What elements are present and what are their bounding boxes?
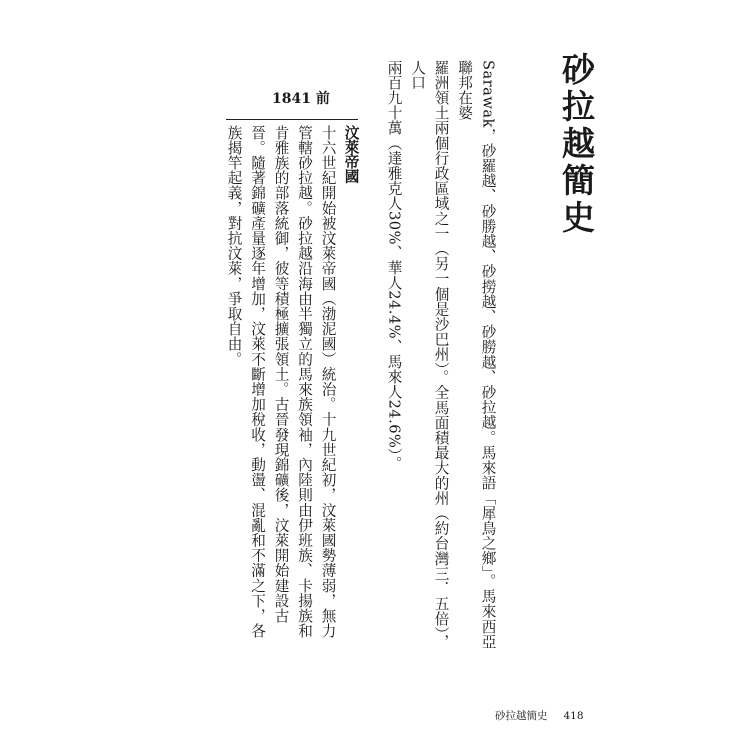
intro-line: Sarawak，砂羅越、砂勝越、砂撈越、砂朥越、砂拉越。馬來語「犀鳥之鄉」。馬來西亞聯邦在婆: [456, 60, 497, 650]
page-footer: [495, 708, 584, 723]
running-title: 砂拉越簡史: [495, 710, 548, 722]
section-brunei-empire: [222, 121, 363, 651]
section-body: 十六世紀開始被汶萊帝國（渤泥國）統治。十九世紀初，汶萊國勢薄弱，無力管轄砂拉越。砂拉越沿海由半獨立的馬來族領袖，內陸則由伊班族、卡揚族和肯雅族的部落統御，彼等積極擴張領土。古晉發現錦礦後，汶萊開始建設古晉。隨著錦礦產量逐年增加，汶萊不斷增加稅收，動盪、混亂和不滿之下，各族揭竿起義，對抗汶萊，爭取自由。: [225, 125, 337, 639]
divider: [226, 119, 358, 120]
section-heading: 汶萊帝國: [342, 125, 360, 184]
era-label: 1841 前: [272, 91, 330, 107]
intro-line: 兩百九十萬（達雅克人30%、華人24.4%、馬來人24.6%）。: [385, 60, 403, 472]
intro-paragraph: [382, 60, 500, 660]
page-title: 砂拉越簡史: [557, 52, 596, 237]
intro-line: 羅洲領土兩個行政區域之一（另一個是沙巴州）。全馬面積最大的州（約台灣三．五倍），人口: [409, 60, 450, 650]
page-number: 418: [563, 710, 584, 722]
